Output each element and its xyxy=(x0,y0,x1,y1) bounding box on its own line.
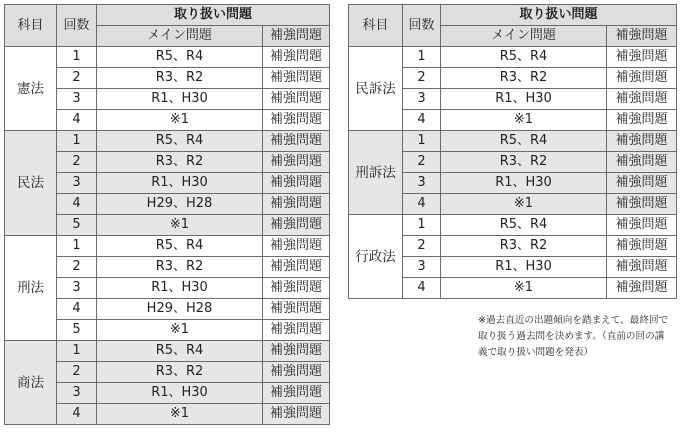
header-supplement-problems: 補強問題 xyxy=(607,26,677,47)
round-cell: 4 xyxy=(403,278,441,299)
table-row xyxy=(5,131,330,152)
main-problem-cell: R3、R2 xyxy=(97,362,263,383)
round-cell: 5 xyxy=(57,215,97,236)
supplement-cell: 補強問題 xyxy=(607,152,677,173)
supplement-cell: 補強問題 xyxy=(607,173,677,194)
round-cell: 3 xyxy=(57,173,97,194)
round-cell: 3 xyxy=(403,173,441,194)
main-problem-cell: R1、H30 xyxy=(97,173,263,194)
supplement-cell: 補強問題 xyxy=(263,257,330,278)
subject-cell: 刑訴法 xyxy=(349,131,403,215)
main-problem-cell: R3、R2 xyxy=(441,152,607,173)
main-problem-cell: R5、R4 xyxy=(441,215,607,236)
main-problem-cell: R3、R2 xyxy=(97,68,263,89)
main-problem-cell: R5、R4 xyxy=(97,236,263,257)
supplement-cell: 補強問題 xyxy=(263,320,330,341)
supplement-cell: 補強問題 xyxy=(263,362,330,383)
header-round: 回数 xyxy=(57,5,97,47)
supplement-cell: 補強問題 xyxy=(263,173,330,194)
round-cell: 1 xyxy=(57,341,97,362)
main-problem-cell: R1、H30 xyxy=(97,278,263,299)
main-problem-cell: R1、H30 xyxy=(441,173,607,194)
round-cell: 1 xyxy=(403,131,441,152)
main-problem-cell: ※1 xyxy=(97,320,263,341)
main-problem-cell: R5、R4 xyxy=(97,47,263,68)
header-main-problems: メイン問題 xyxy=(97,26,263,47)
subject-cell: 民法 xyxy=(5,131,57,236)
round-cell: 2 xyxy=(57,257,97,278)
main-problem-cell: R3、R2 xyxy=(97,257,263,278)
supplement-cell: 補強問題 xyxy=(263,341,330,362)
subject-cell: 行政法 xyxy=(349,215,403,299)
table-row xyxy=(349,47,677,68)
round-cell: 4 xyxy=(403,194,441,215)
main-problem-cell: R1、H30 xyxy=(97,383,263,404)
table-row xyxy=(5,47,330,68)
supplement-cell: 補強問題 xyxy=(263,299,330,320)
main-problem-cell: ※1 xyxy=(97,215,263,236)
round-cell: 1 xyxy=(403,215,441,236)
header-round: 回数 xyxy=(403,5,441,47)
footnote-line: ※過去直近の出題傾向を踏まえて、最終回で xyxy=(478,315,669,326)
main-problem-cell: R5、R4 xyxy=(97,131,263,152)
round-cell: 1 xyxy=(57,47,97,68)
footnote-line: 義で取り扱い問題を発表） xyxy=(478,347,594,358)
supplement-cell: 補強問題 xyxy=(607,278,677,299)
table-row xyxy=(349,215,677,236)
supplement-cell: 補強問題 xyxy=(263,131,330,152)
round-cell: 4 xyxy=(57,299,97,320)
main-problem-cell: R3、R2 xyxy=(97,152,263,173)
round-cell: 4 xyxy=(57,110,97,131)
supplement-cell: 補強問題 xyxy=(607,257,677,278)
supplement-cell: 補強問題 xyxy=(263,194,330,215)
header-subject: 科目 xyxy=(5,5,57,47)
round-cell: 3 xyxy=(403,257,441,278)
round-cell: 3 xyxy=(403,89,441,110)
round-cell: 2 xyxy=(57,68,97,89)
supplement-cell: 補強問題 xyxy=(607,47,677,68)
supplement-cell: 補強問題 xyxy=(607,110,677,131)
main-problem-cell: R3、R2 xyxy=(441,236,607,257)
round-cell: 2 xyxy=(403,236,441,257)
supplement-cell: 補強問題 xyxy=(263,152,330,173)
round-cell: 2 xyxy=(57,362,97,383)
round-cell: 3 xyxy=(57,89,97,110)
right-schedule-table xyxy=(348,4,677,299)
header-handled-problems: 取り扱い問題 xyxy=(441,5,677,26)
subject-cell: 刑法 xyxy=(5,236,57,341)
supplement-cell: 補強問題 xyxy=(607,194,677,215)
supplement-cell: 補強問題 xyxy=(263,215,330,236)
round-cell: 5 xyxy=(57,320,97,341)
header-supplement-problems: 補強問題 xyxy=(263,26,330,47)
supplement-cell: 補強問題 xyxy=(607,89,677,110)
subject-cell: 商法 xyxy=(5,341,57,425)
main-problem-cell: ※1 xyxy=(441,278,607,299)
supplement-cell: 補強問題 xyxy=(263,404,330,425)
main-problem-cell: R5、R4 xyxy=(441,47,607,68)
table-row xyxy=(5,236,330,257)
supplement-cell: 補強問題 xyxy=(607,215,677,236)
main-problem-cell: R1、H30 xyxy=(97,89,263,110)
main-problem-cell: R1、H30 xyxy=(441,89,607,110)
supplement-cell: 補強問題 xyxy=(263,110,330,131)
supplement-cell: 補強問題 xyxy=(607,236,677,257)
main-problem-cell: H29、H28 xyxy=(97,194,263,215)
header-subject: 科目 xyxy=(349,5,403,47)
footnote-line: 取り扱う過去問を決めます。（直前の回の講 xyxy=(478,331,665,342)
round-cell: 1 xyxy=(57,236,97,257)
main-problem-cell: R3、R2 xyxy=(441,68,607,89)
main-problem-cell: H29、H28 xyxy=(97,299,263,320)
round-cell: 1 xyxy=(403,47,441,68)
supplement-cell: 補強問題 xyxy=(263,89,330,110)
supplement-cell: 補強問題 xyxy=(263,68,330,89)
supplement-cell: 補強問題 xyxy=(607,131,677,152)
supplement-cell: 補強問題 xyxy=(263,278,330,299)
supplement-cell: 補強問題 xyxy=(263,236,330,257)
round-cell: 1 xyxy=(57,131,97,152)
round-cell: 3 xyxy=(57,383,97,404)
round-cell: 3 xyxy=(57,278,97,299)
round-cell: 4 xyxy=(57,404,97,425)
supplement-cell: 補強問題 xyxy=(263,383,330,404)
table-row xyxy=(349,131,677,152)
header-handled-problems: 取り扱い問題 xyxy=(97,5,330,26)
subject-cell: 憲法 xyxy=(5,47,57,131)
main-problem-cell: ※1 xyxy=(441,110,607,131)
supplement-cell: 補強問題 xyxy=(263,47,330,68)
main-problem-cell: ※1 xyxy=(441,194,607,215)
header-main-problems: メイン問題 xyxy=(441,26,607,47)
table-row xyxy=(5,341,330,362)
subject-cell: 民訴法 xyxy=(349,47,403,131)
main-problem-cell: R5、R4 xyxy=(97,341,263,362)
round-cell: 4 xyxy=(403,110,441,131)
footnote xyxy=(478,313,678,361)
round-cell: 4 xyxy=(57,194,97,215)
main-problem-cell: R5、R4 xyxy=(441,131,607,152)
round-cell: 2 xyxy=(403,152,441,173)
round-cell: 2 xyxy=(57,152,97,173)
main-problem-cell: ※1 xyxy=(97,404,263,425)
main-problem-cell: R1、H30 xyxy=(441,257,607,278)
left-schedule-table xyxy=(4,4,330,425)
round-cell: 2 xyxy=(403,68,441,89)
main-problem-cell: ※1 xyxy=(97,110,263,131)
supplement-cell: 補強問題 xyxy=(607,68,677,89)
